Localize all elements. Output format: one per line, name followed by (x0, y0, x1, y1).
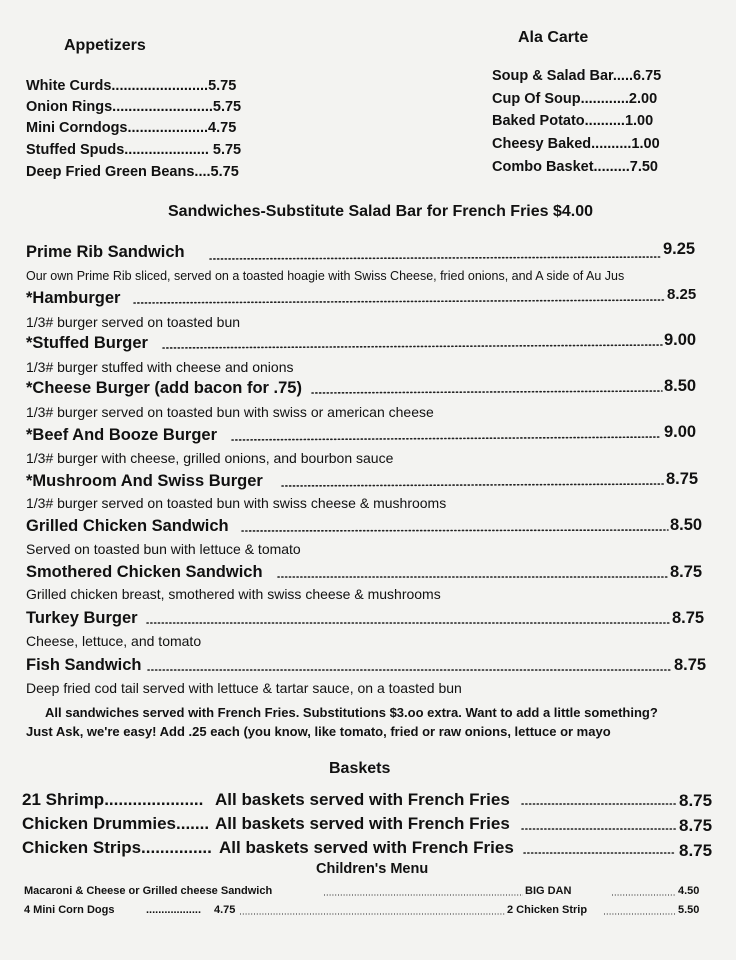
kids-item: BIG DAN (525, 885, 572, 897)
sandwich-name: Grilled Chicken Sandwich (26, 517, 229, 535)
sandwich-name: *Stuffed Burger (26, 334, 148, 352)
kids-dots: .................. (146, 904, 202, 916)
sandwich-name: *Mushroom And Swiss Burger (26, 472, 263, 490)
ala-carte-heading: Ala Carte (518, 29, 589, 46)
sandwich-price: 8.75 (670, 563, 703, 581)
sandwich-name: Smothered Chicken Sandwich (26, 563, 263, 581)
sandwich-price: 8.50 (664, 377, 697, 395)
sandwich-name: Fish Sandwich (26, 656, 142, 674)
ala-carte-item: Soup & Salad Bar.....6.75 (492, 68, 662, 84)
kids-item: 4 Mini Corn Dogs (24, 904, 115, 916)
sandwich-price: 9.25 (663, 240, 696, 258)
sandwich-description: Our own Prime Rib sliced, served on a toasted hoagie with Swiss Cheese, fried onions, and A side of Au Jus (26, 269, 625, 283)
appetizer-item: White Curds........................5.75 (26, 78, 237, 94)
sandwich-note-line1: All sandwiches served with French Fries. Substitutions $3.oo extra. Want to add a little something? (45, 705, 658, 720)
sandwich-name: *Hamburger (26, 289, 121, 307)
basket-name: 21 Shrimp..................... (22, 790, 204, 809)
ala-carte-item: Combo Basket.........7.50 (492, 159, 658, 175)
sandwich-price: 8.75 (674, 656, 707, 674)
kids-price: 5.50 (678, 904, 700, 916)
kids-price: 4.50 (678, 885, 700, 897)
appetizer-item: Deep Fried Green Beans....5.75 (26, 164, 239, 180)
kids-item: Macaroni & Cheese or Grilled cheese Sandwich (24, 885, 273, 897)
basket-price: 8.75 (679, 791, 713, 810)
sandwich-description: Served on toasted bun with lettuce & tomato (26, 541, 301, 557)
basket-description: All baskets served with French Fries (215, 814, 510, 833)
sandwich-description: 1/3# burger served on toasted bun with swiss cheese & mushrooms (26, 495, 447, 511)
sandwich-price: 8.50 (670, 516, 703, 534)
appetizer-item: Mini Corndogs....................4.75 (26, 120, 237, 136)
sandwich-price: 8.75 (666, 470, 699, 488)
baskets-heading: Baskets (329, 760, 391, 777)
appetizers-heading: Appetizers (64, 37, 146, 54)
sandwich-description: 1/3# burger served on toasted bun (26, 314, 241, 330)
sandwich-name: *Cheese Burger (add bacon for .75) (26, 379, 302, 397)
sandwich-note-line2: Just Ask, we're easy! Add .25 each (you know, like tomato, fried or raw onions, lettuce or mayo (26, 724, 611, 739)
kids-item: 2 Chicken Strip (507, 904, 588, 916)
basket-price: 8.75 (679, 841, 713, 860)
ala-carte-item: Baked Potato..........1.00 (492, 113, 654, 129)
appetizer-item: Stuffed Spuds..................... 5.75 (26, 142, 242, 158)
sandwich-price: 9.00 (664, 423, 697, 441)
sandwich-name: *Beef And Booze Burger (26, 426, 217, 444)
sandwich-description: Cheese, lettuce, and tomato (26, 633, 202, 649)
ala-carte-item: Cup Of Soup............2.00 (492, 91, 658, 107)
sandwich-price: 8.75 (672, 609, 705, 627)
basket-description: All baskets served with French Fries (215, 790, 510, 809)
sandwich-description: 1/3# burger stuffed with cheese and onions (26, 359, 294, 375)
childrens-menu-heading: Children's Menu (316, 861, 429, 877)
basket-name: Chicken Drummies....... (22, 814, 210, 833)
sandwiches-heading: Sandwiches-Substitute Salad Bar for French Fries $4.00 (168, 203, 594, 220)
sandwich-price: 8.25 (667, 286, 697, 303)
sandwich-name: Turkey Burger (26, 609, 138, 627)
sandwich-description: 1/3# burger served on toasted bun with swiss or american cheese (26, 404, 434, 420)
sandwich-price: 9.00 (664, 331, 697, 349)
sandwich-description: Grilled chicken breast, smothered with swiss cheese & mushrooms (26, 586, 441, 602)
basket-price: 8.75 (679, 816, 713, 835)
sandwich-name: Prime Rib Sandwich (26, 243, 185, 261)
basket-name: Chicken Strips............... (22, 838, 212, 857)
ala-carte-item: Cheesy Baked..........1.00 (492, 136, 660, 152)
sandwich-description: Deep fried cod tail served with lettuce & tartar sauce, on a toasted bun (26, 680, 462, 696)
kids-price: 4.75 (214, 904, 236, 916)
sandwich-description: 1/3# burger with cheese, grilled onions, and bourbon sauce (26, 450, 394, 466)
appetizer-item: Onion Rings.........................5.75 (26, 99, 242, 115)
basket-description: All baskets served with French Fries (219, 838, 514, 857)
